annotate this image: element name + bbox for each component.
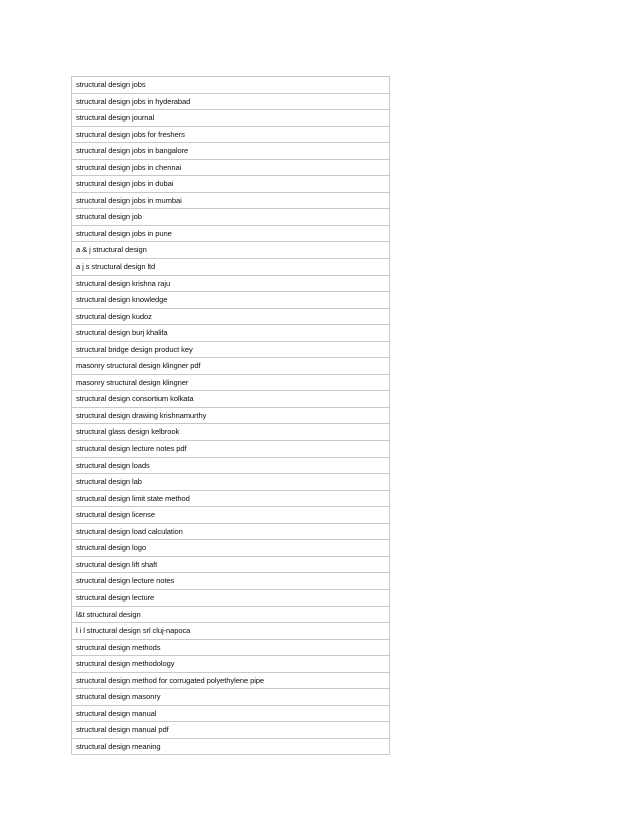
table-row	[72, 689, 390, 706]
table-row	[72, 639, 390, 656]
keyword-cell: structural design jobs in bangalore	[72, 143, 390, 160]
keyword-cell: structural design jobs in hyderabad	[72, 93, 390, 110]
table-row	[72, 474, 390, 491]
keyword-cell: structural design loads	[72, 457, 390, 474]
table-row	[72, 374, 390, 391]
table-row	[72, 110, 390, 127]
keyword-cell: structural design job	[72, 209, 390, 226]
table-row	[72, 540, 390, 557]
table-row	[72, 556, 390, 573]
table-row	[72, 159, 390, 176]
keyword-cell: structural design drawing krishnamurthy	[72, 407, 390, 424]
table-row	[72, 623, 390, 640]
table-row	[72, 325, 390, 342]
keyword-cell: structural design method for corrugated polyethylene pipe	[72, 672, 390, 689]
keyword-cell: structural design jobs in pune	[72, 225, 390, 242]
table-row	[72, 308, 390, 325]
keyword-cell: structural design journal	[72, 110, 390, 127]
keyword-cell: structural design kudoz	[72, 308, 390, 325]
table-row	[72, 441, 390, 458]
table-row	[72, 705, 390, 722]
table-row	[72, 391, 390, 408]
keyword-cell: structural design masonry	[72, 689, 390, 706]
table-row	[72, 209, 390, 226]
table-row	[72, 589, 390, 606]
keyword-cell: structural design load calculation	[72, 523, 390, 540]
keyword-cell: structural design manual	[72, 705, 390, 722]
table-row	[72, 490, 390, 507]
keyword-cell: a j s structural design ltd	[72, 259, 390, 276]
keyword-cell: structural design burj khalifa	[72, 325, 390, 342]
keyword-cell: structural design lab	[72, 474, 390, 491]
table-row	[72, 738, 390, 755]
keyword-cell: structural design lecture notes	[72, 573, 390, 590]
keyword-cell: structural design lift shaft	[72, 556, 390, 573]
table-row	[72, 126, 390, 143]
keyword-table-body	[72, 77, 390, 755]
keyword-cell: structural design jobs	[72, 77, 390, 94]
keyword-cell: l&t structural design	[72, 606, 390, 623]
table-row	[72, 672, 390, 689]
keyword-cell: structural design knowledge	[72, 292, 390, 309]
table-row	[72, 507, 390, 524]
table-row	[72, 292, 390, 309]
table-row	[72, 722, 390, 739]
keyword-cell: structural design manual pdf	[72, 722, 390, 739]
table-row	[72, 523, 390, 540]
table-row	[72, 77, 390, 94]
keyword-cell: structural design krishna raju	[72, 275, 390, 292]
keyword-table	[71, 76, 390, 755]
table-row	[72, 656, 390, 673]
table-row	[72, 225, 390, 242]
table-row	[72, 407, 390, 424]
keyword-cell: structural design limit state method	[72, 490, 390, 507]
table-row	[72, 573, 390, 590]
keyword-cell: structural design consortium kolkata	[72, 391, 390, 408]
keyword-cell: structural design jobs for freshers	[72, 126, 390, 143]
table-row	[72, 457, 390, 474]
keyword-cell: structural design license	[72, 507, 390, 524]
keyword-cell: masonry structural design klingner pdf	[72, 358, 390, 375]
table-row	[72, 424, 390, 441]
keyword-cell: structural design jobs in dubai	[72, 176, 390, 193]
keyword-cell: structural design jobs in mumbai	[72, 192, 390, 209]
keyword-cell: masonry structural design klingner	[72, 374, 390, 391]
keyword-cell: structural glass design kelbrook	[72, 424, 390, 441]
keyword-cell: structural design jobs in chennai	[72, 159, 390, 176]
table-row	[72, 192, 390, 209]
table-row	[72, 606, 390, 623]
table-row	[72, 143, 390, 160]
keyword-cell: l i l structural design srl cluj-napoca	[72, 623, 390, 640]
table-row	[72, 358, 390, 375]
keyword-cell: structural design meaning	[72, 738, 390, 755]
table-row	[72, 242, 390, 259]
table-row	[72, 341, 390, 358]
table-row	[72, 176, 390, 193]
keyword-cell: structural design lecture	[72, 589, 390, 606]
keyword-cell: structural design lecture notes pdf	[72, 441, 390, 458]
keyword-cell: structural design logo	[72, 540, 390, 557]
table-row	[72, 93, 390, 110]
table-row	[72, 275, 390, 292]
keyword-cell: structural bridge design product key	[72, 341, 390, 358]
keyword-cell: structural design methods	[72, 639, 390, 656]
keyword-cell: a & j structural design	[72, 242, 390, 259]
table-row	[72, 259, 390, 276]
keyword-cell: structural design methodology	[72, 656, 390, 673]
